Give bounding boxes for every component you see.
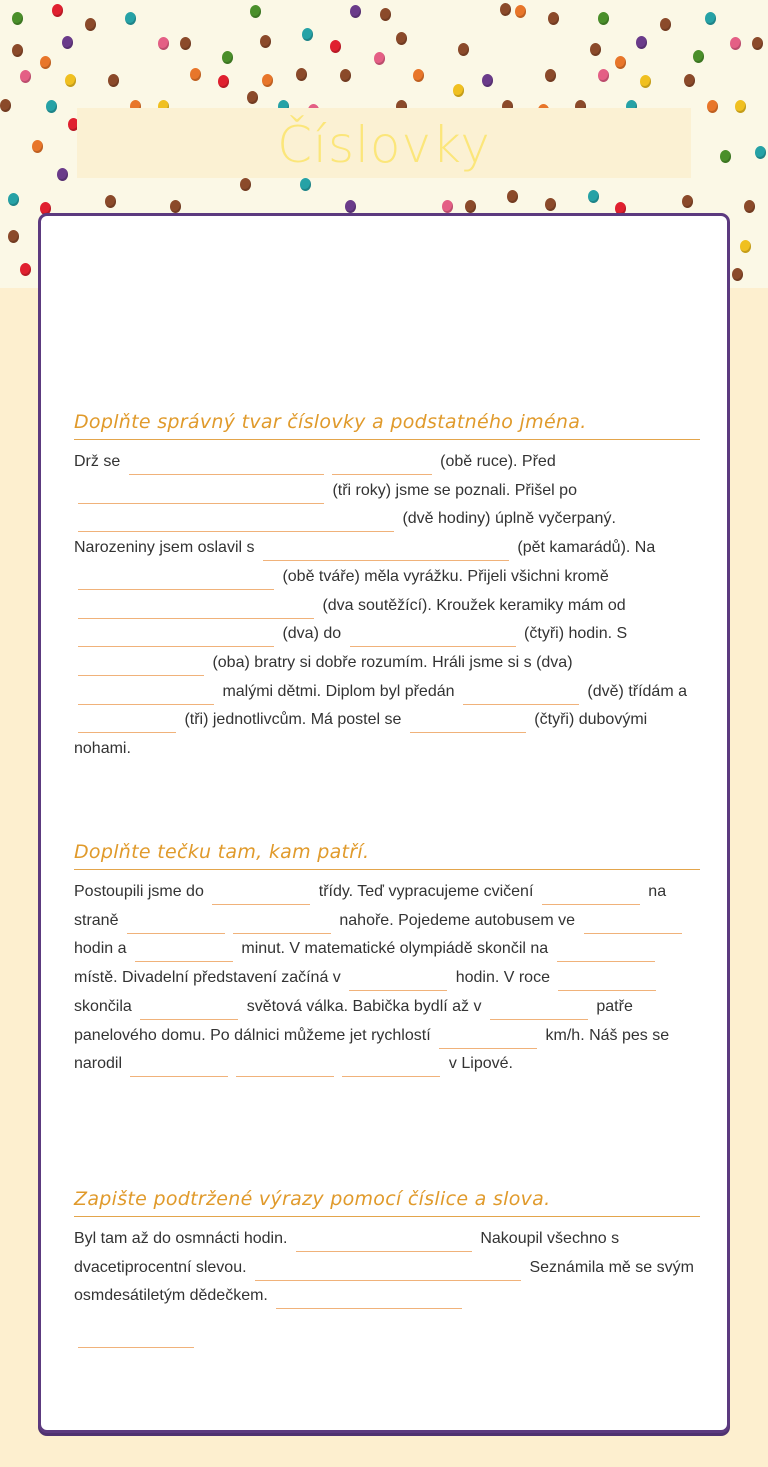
polka-dot bbox=[105, 195, 116, 208]
polka-dot bbox=[458, 43, 469, 56]
exercise-sentence-text: (dvě hodiny) úplně vyčerpaný. Narozeniny jsem oslavil s bbox=[74, 510, 616, 557]
polka-dot bbox=[302, 28, 313, 41]
polka-dot bbox=[730, 37, 741, 50]
polka-dot bbox=[740, 240, 751, 253]
section-add-period bbox=[74, 841, 700, 1079]
answer-blank-input[interactable] bbox=[130, 1058, 228, 1077]
exercise-sentence-text: (tři) jednotlivcům. Má postel se bbox=[180, 711, 406, 729]
polka-dot bbox=[32, 140, 43, 153]
polka-dot bbox=[374, 52, 385, 65]
polka-dot bbox=[240, 178, 251, 191]
exercise-sentence-text: (pět kamarádů). Na bbox=[512, 539, 656, 557]
worksheet-card bbox=[38, 213, 730, 1433]
polka-dot bbox=[12, 12, 23, 25]
polka-dot bbox=[260, 35, 271, 48]
polka-dot bbox=[158, 37, 169, 50]
exercise-sentence-text: (dva) do bbox=[278, 625, 346, 643]
answer-blank-input[interactable] bbox=[78, 600, 314, 619]
polka-dot bbox=[465, 200, 476, 213]
exercise-sentence-text: (obě tváře) měla vyrážku. Přijeli všichni kromě bbox=[278, 567, 609, 585]
polka-dot bbox=[296, 68, 307, 81]
polka-dot bbox=[442, 200, 453, 213]
section-title: Zapište podtržené výrazy pomocí číslice a slova. bbox=[74, 1188, 700, 1217]
polka-dot bbox=[20, 70, 31, 83]
polka-dot bbox=[12, 44, 23, 57]
exercise-sentence-text: (obě ruce). Před bbox=[435, 453, 556, 470]
polka-dot bbox=[46, 100, 57, 113]
polka-dot bbox=[218, 75, 229, 88]
polka-dot bbox=[62, 36, 73, 49]
section-title: Doplňte správný tvar číslovky a podstatného jména. bbox=[74, 411, 700, 440]
section-write-digits-words bbox=[74, 1188, 700, 1350]
answer-blank-input[interactable] bbox=[78, 657, 204, 676]
polka-dot bbox=[735, 100, 746, 113]
answer-blank-input[interactable] bbox=[350, 628, 516, 647]
exercise-sentence-text: (čtyři) hodin. S bbox=[519, 625, 628, 643]
polka-dot bbox=[590, 43, 601, 56]
polka-dot bbox=[720, 150, 731, 163]
polka-dot bbox=[453, 84, 464, 97]
polka-dot bbox=[300, 178, 311, 191]
title-banner bbox=[77, 108, 691, 178]
answer-blank-input[interactable] bbox=[212, 886, 310, 905]
polka-dot bbox=[340, 69, 351, 82]
exercise-text bbox=[74, 878, 700, 1079]
answer-blank-input[interactable] bbox=[557, 943, 655, 962]
exercise-sentence-text: (tři roky) jsme se poznali. Přišel po bbox=[328, 481, 577, 499]
exercise-sentence-text: malými dětmi. Diplom byl předán bbox=[218, 682, 459, 700]
polka-dot bbox=[85, 18, 96, 31]
polka-dot bbox=[598, 12, 609, 25]
polka-dot bbox=[588, 190, 599, 203]
polka-dot bbox=[515, 5, 526, 18]
polka-dot bbox=[262, 74, 273, 87]
exercise-sentence-text: minut. V matematické olympiádě skončil na bbox=[236, 940, 553, 958]
polka-dot bbox=[615, 56, 626, 69]
polka-dot bbox=[507, 190, 518, 203]
answer-blank-input[interactable] bbox=[127, 915, 225, 934]
answer-blank-input[interactable] bbox=[78, 571, 274, 590]
answer-blank-input[interactable] bbox=[255, 1262, 521, 1281]
answer-blank-input[interactable] bbox=[78, 1329, 194, 1348]
polka-dot bbox=[20, 263, 31, 276]
section-title: Doplňte tečku tam, kam patří. bbox=[74, 841, 700, 870]
answer-blank-input[interactable] bbox=[233, 915, 331, 934]
answer-blank-input[interactable] bbox=[78, 686, 214, 705]
exercise-sentence-text: Seznámila mě se svým osmdesátiletým dědečkem. bbox=[74, 1258, 694, 1305]
page-title: Číslovky bbox=[277, 116, 491, 174]
polka-dot bbox=[413, 69, 424, 82]
polka-dot bbox=[380, 8, 391, 21]
answer-blank-input[interactable] bbox=[558, 972, 656, 991]
exercise-sentence-text: (čtyři) dubovými nohami. bbox=[74, 711, 648, 758]
polka-dot bbox=[732, 268, 743, 281]
answer-blank-input[interactable] bbox=[296, 1233, 472, 1252]
exercise-sentence-text: hodin a bbox=[74, 940, 131, 958]
answer-blank-input[interactable] bbox=[490, 1001, 588, 1020]
exercise-sentence-text: nahoře. Pojedeme autobusem ve bbox=[334, 911, 580, 929]
answer-blank-input[interactable] bbox=[78, 485, 324, 504]
polka-dot bbox=[8, 193, 19, 206]
polka-dot bbox=[705, 12, 716, 25]
answer-blank-input[interactable] bbox=[129, 456, 324, 475]
polka-dot bbox=[170, 200, 181, 213]
polka-dot bbox=[190, 68, 201, 81]
answer-blank-input[interactable] bbox=[263, 542, 509, 561]
answer-blank-input[interactable] bbox=[342, 1058, 440, 1077]
answer-blank-input[interactable] bbox=[332, 456, 432, 475]
section-numeral-forms bbox=[74, 411, 700, 764]
polka-dot bbox=[684, 74, 695, 87]
polka-dot bbox=[500, 3, 511, 16]
exercise-sentence-text: skončila bbox=[74, 997, 137, 1015]
polka-dot bbox=[545, 198, 556, 211]
exercise-sentence-text: v Lipové. bbox=[444, 1055, 513, 1073]
exercise-text bbox=[74, 1225, 700, 1350]
exercise-sentence-text: Byl tam až do osmnácti hodin. bbox=[74, 1230, 292, 1247]
polka-dot bbox=[330, 40, 341, 53]
polka-dot bbox=[482, 74, 493, 87]
exercise-sentence-text: Drž se bbox=[74, 453, 125, 470]
polka-dot bbox=[755, 146, 766, 159]
polka-dot bbox=[636, 36, 647, 49]
exercise-sentence-text: třídy. Teď vypracujeme cvičení bbox=[314, 883, 538, 900]
polka-dot bbox=[660, 18, 671, 31]
answer-blank-input[interactable] bbox=[439, 1030, 537, 1049]
answer-blank-input[interactable] bbox=[140, 1001, 238, 1020]
answer-blank-input[interactable] bbox=[236, 1058, 334, 1077]
polka-dot bbox=[752, 37, 763, 50]
polka-dot bbox=[57, 168, 68, 181]
polka-dot bbox=[545, 69, 556, 82]
polka-dot bbox=[125, 12, 136, 25]
polka-dot bbox=[682, 195, 693, 208]
polka-dot bbox=[180, 37, 191, 50]
polka-dot bbox=[65, 74, 76, 87]
polka-dot bbox=[548, 12, 559, 25]
exercise-text bbox=[74, 448, 700, 764]
answer-blank-input[interactable] bbox=[276, 1290, 462, 1309]
exercise-sentence-text: místě. Divadelní představení začíná v bbox=[74, 969, 346, 987]
answer-blank-input[interactable] bbox=[463, 686, 579, 705]
exercise-sentence-text: patře panelového domu. Po dálnici můžeme jet rychlostí bbox=[74, 997, 633, 1044]
polka-dot bbox=[250, 5, 261, 18]
exercise-sentence-text: km/h. Náš pes se narodil bbox=[74, 1026, 670, 1073]
polka-dot bbox=[8, 230, 19, 243]
polka-dot bbox=[222, 51, 233, 64]
polka-dot bbox=[744, 200, 755, 213]
polka-dot bbox=[396, 32, 407, 45]
answer-blank-input[interactable] bbox=[584, 915, 682, 934]
polka-dot bbox=[40, 56, 51, 69]
polka-dot bbox=[345, 200, 356, 213]
answer-blank-input[interactable] bbox=[78, 714, 176, 733]
answer-blank-input[interactable] bbox=[135, 943, 233, 962]
answer-blank-input[interactable] bbox=[349, 972, 447, 991]
polka-dot bbox=[108, 74, 119, 87]
answer-blank-input[interactable] bbox=[410, 714, 526, 733]
polka-dot bbox=[640, 75, 651, 88]
exercise-sentence-text: světová válka. Babička bydlí až v bbox=[242, 997, 486, 1015]
exercise-sentence-text: hodin. V roce bbox=[451, 969, 555, 987]
polka-dot bbox=[598, 69, 609, 82]
answer-blank-input[interactable] bbox=[78, 513, 394, 532]
exercise-sentence-text: (dva soutěžící). Kroužek keramiky mám od bbox=[318, 596, 626, 614]
exercise-sentence-text: (dvě) třídám a bbox=[582, 682, 687, 700]
polka-dot bbox=[52, 4, 63, 17]
answer-blank-input[interactable] bbox=[78, 628, 274, 647]
exercise-sentence-text: Nakoupil všechno s dvacetiprocentní slevou. bbox=[74, 1230, 620, 1276]
exercise-sentence-text: na straně bbox=[74, 883, 667, 929]
polka-dot bbox=[693, 50, 704, 63]
exercise-sentence-text: (oba) bratry si dobře rozumím. Hráli jsme si s (dva) bbox=[208, 653, 573, 671]
polka-dot bbox=[247, 91, 258, 104]
polka-dot bbox=[707, 100, 718, 113]
answer-blank-input[interactable] bbox=[542, 886, 640, 905]
polka-dot bbox=[0, 99, 11, 112]
exercise-sentence-text: Postoupili jsme do bbox=[74, 883, 209, 900]
polka-dot bbox=[350, 5, 361, 18]
